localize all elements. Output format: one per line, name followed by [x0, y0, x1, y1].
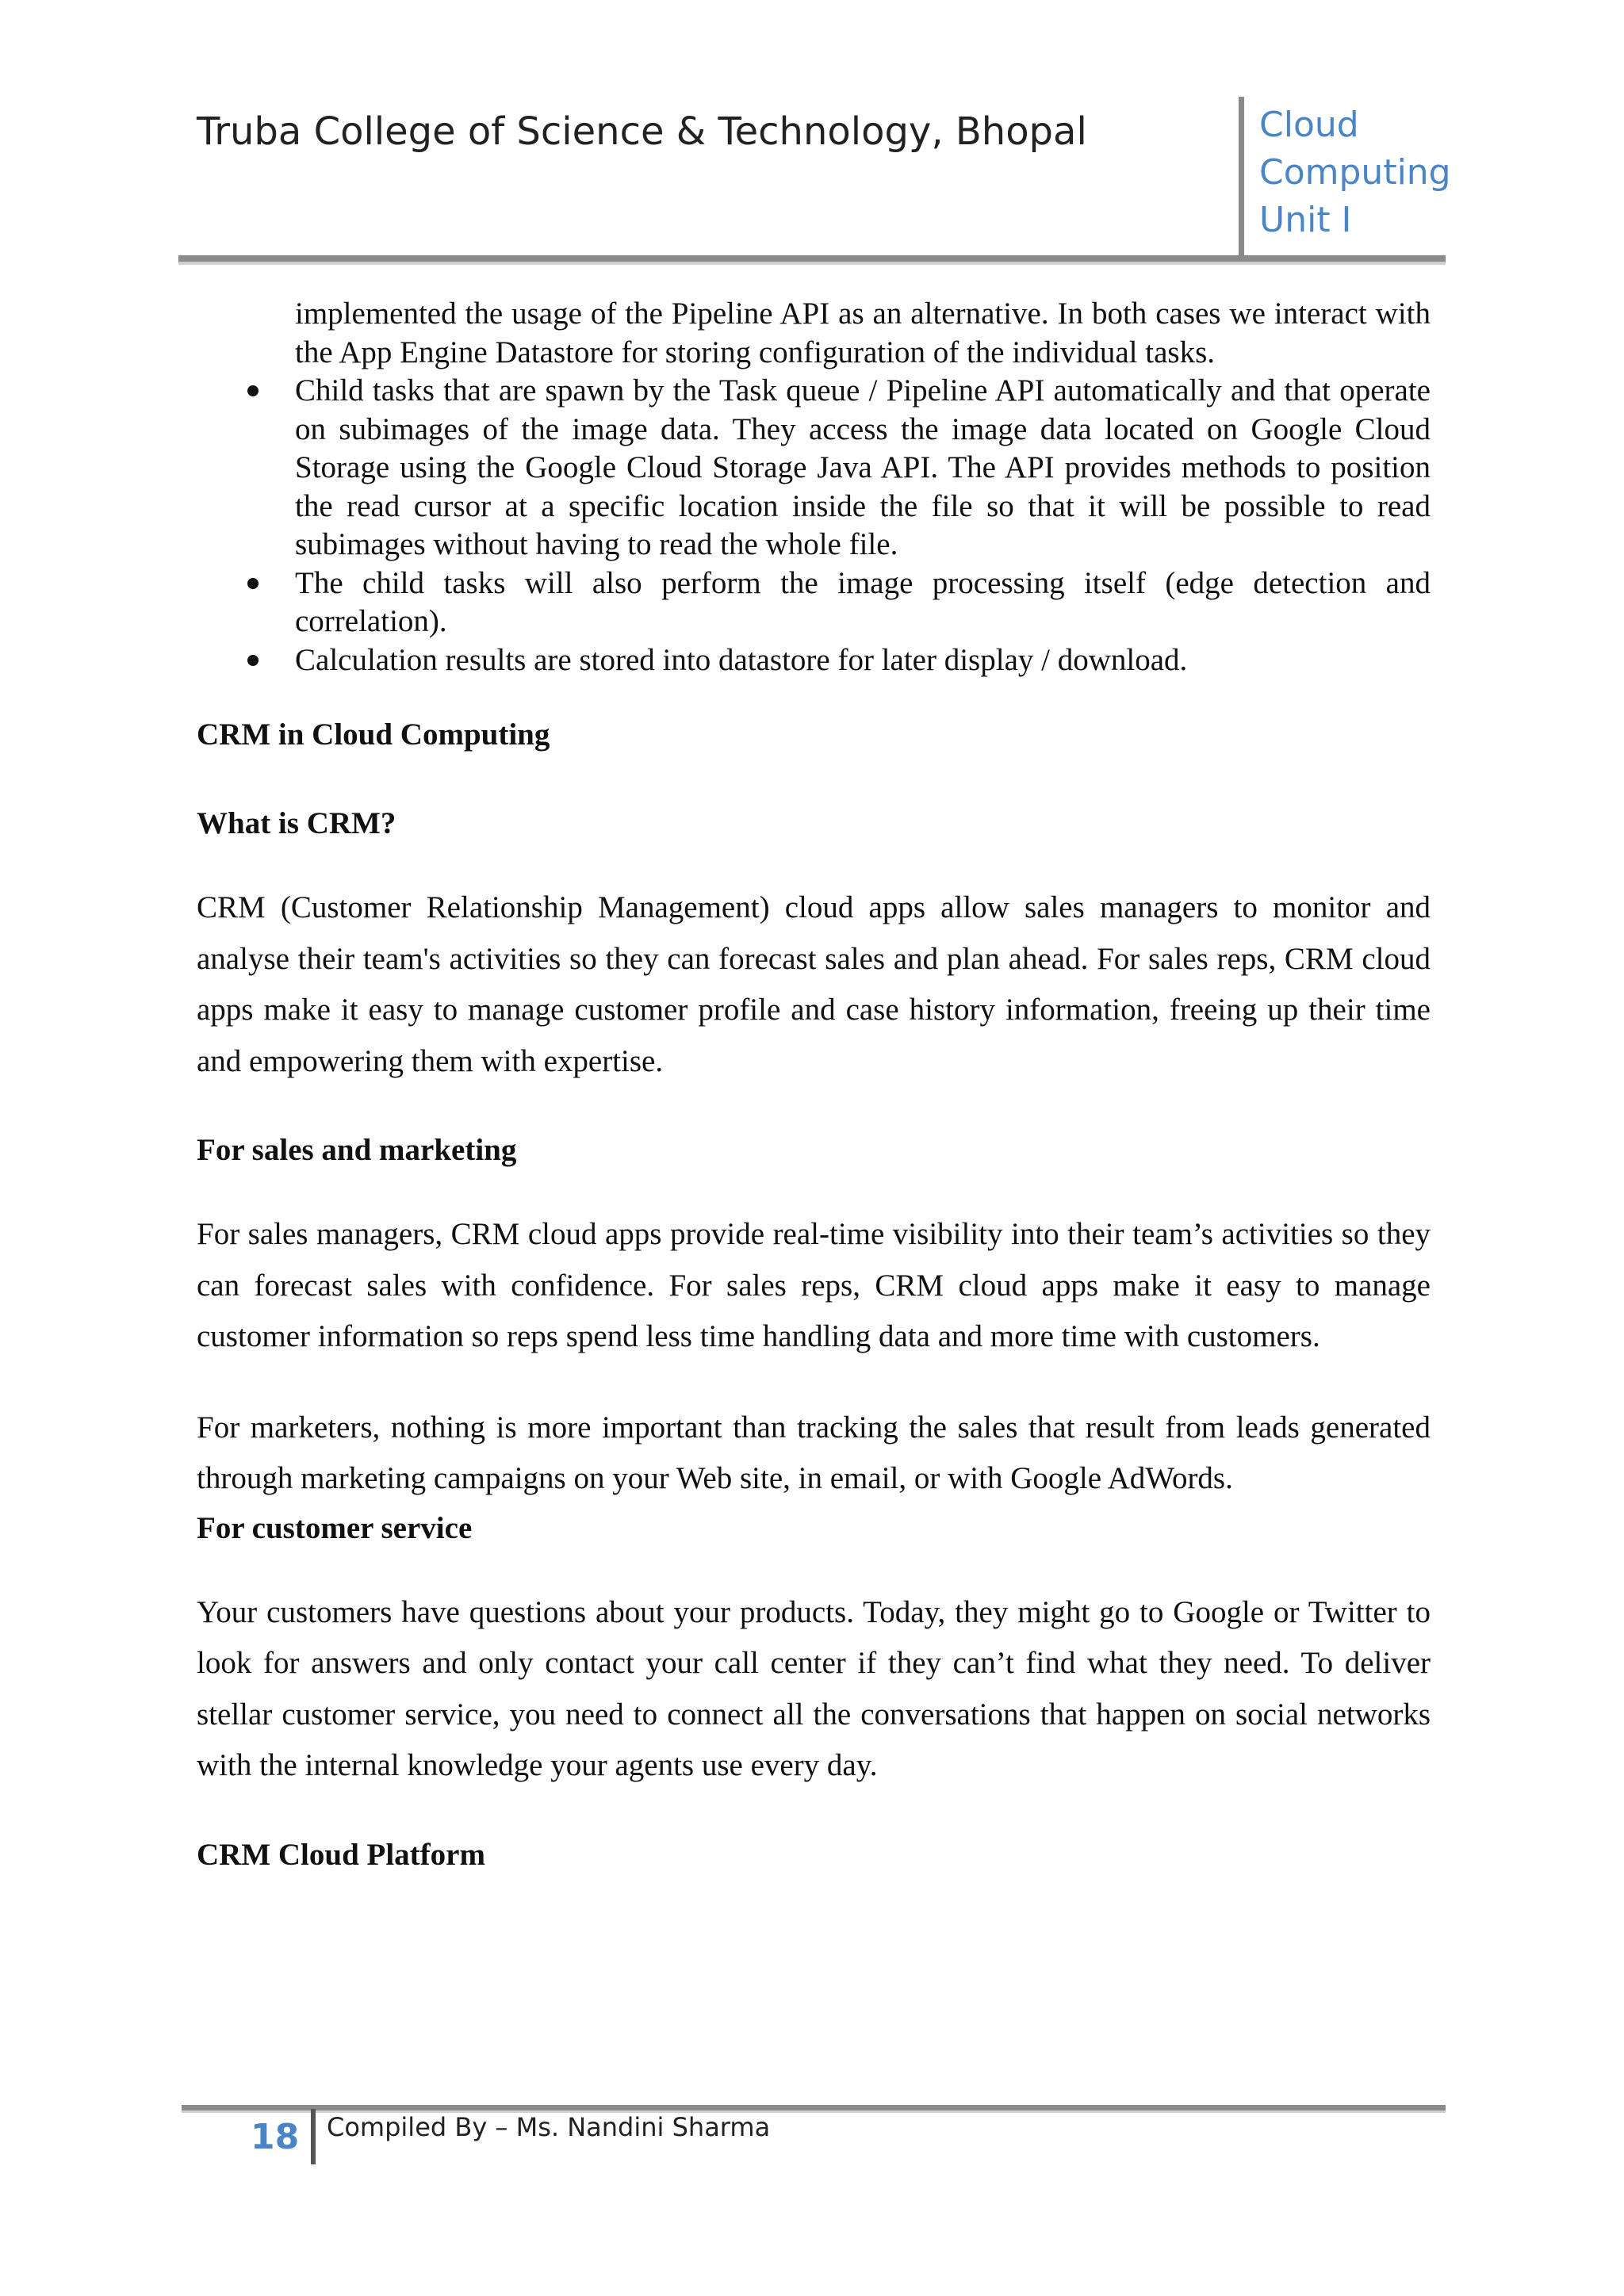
bullet-text: Calculation results are stored into datastore for later display / download.: [295, 642, 1188, 677]
header-course-line-2: Computing: [1259, 152, 1451, 193]
heading-crm-platform: CRM Cloud Platform: [197, 1837, 485, 1872]
heading-customer-service: For customer service: [197, 1510, 473, 1545]
bullet-text: implemented the usage of the Pipeline API as an alternative. In both cases we interact with the App Engine Datastore for storing configuration of the individual tasks.: [295, 297, 1431, 369]
heading-sales-marketing: For sales and marketing: [197, 1133, 517, 1167]
footer-divider: [311, 2109, 316, 2164]
page-number: 18: [251, 2117, 300, 2157]
heading-what-is-crm: What is CRM?: [197, 806, 396, 840]
paragraph-what-is-crm: CRM (Customer Relationship Management) cloud apps allow sales managers to monitor and analyse their team's activities so they can forecast sales and plan ahead. For sales reps, CRM cloud apps make it easy to manage customer profile and case history information, freeing up their time and empowering them with expertise.: [197, 890, 1431, 1078]
bullet-item: [197, 564, 1431, 641]
header-rule-shadow: [178, 262, 1446, 265]
heading-crm-cloud: CRM in Cloud Computing: [197, 718, 550, 752]
bullet-icon: [247, 385, 259, 396]
paragraph-customer-service: Your customers have questions about your products. Today, they might go to Google or Twitter to look for answers and only contact your call center if they can’t find what they need. To deliver stellar customer service, you need to connect all the conversations that happen on social networks with the internal knowledge your agents use every day.: [197, 1594, 1431, 1782]
header-divider: [1239, 97, 1244, 260]
footer-credit: Compiled By – Ms. Nandini Sharma: [327, 2112, 771, 2142]
page-content: [197, 295, 1431, 1874]
footer-rule: [182, 2105, 1446, 2110]
paragraph-marketers: For marketers, nothing is more important than tracking the sales that result from leads generated through marketing campaigns on your Web site, in email, or with Google AdWords.: [197, 1410, 1431, 1495]
header-course-line-1: Cloud: [1259, 105, 1359, 145]
header-course: [1259, 101, 1451, 244]
bullet-icon: [247, 655, 259, 666]
header-institution: Truba College of Science & Technology, Bhopal: [197, 109, 1087, 154]
header-course-line-3: Unit I: [1259, 200, 1352, 240]
bullet-continuation: [197, 295, 1431, 372]
bullet-list: [197, 295, 1431, 679]
header-rule: [178, 255, 1446, 262]
bullet-item: [197, 372, 1431, 564]
bullet-icon: [247, 578, 259, 589]
paragraph-sales-managers: For sales managers, CRM cloud apps provide real-time visibility into their team’s activities so they can forecast sales with confidence. For sales reps, CRM cloud apps make it easy to manage customer information so reps spend less time handling data and more time with customers.: [197, 1217, 1431, 1353]
bullet-text: Child tasks that are spawn by the Task queue / Pipeline API automatically and that operate on subimages of the image data. They access the image data located on Google Cloud Storage using the Google Cloud Storage Java API. The API provides methods to position the read cursor at a specific location inside the file so that it will be possible to read subimages without having to read the whole file.: [295, 373, 1431, 561]
bullet-item: [197, 641, 1431, 680]
bullet-text: The child tasks will also perform the image processing itself (edge detection and correlation).: [295, 565, 1431, 638]
